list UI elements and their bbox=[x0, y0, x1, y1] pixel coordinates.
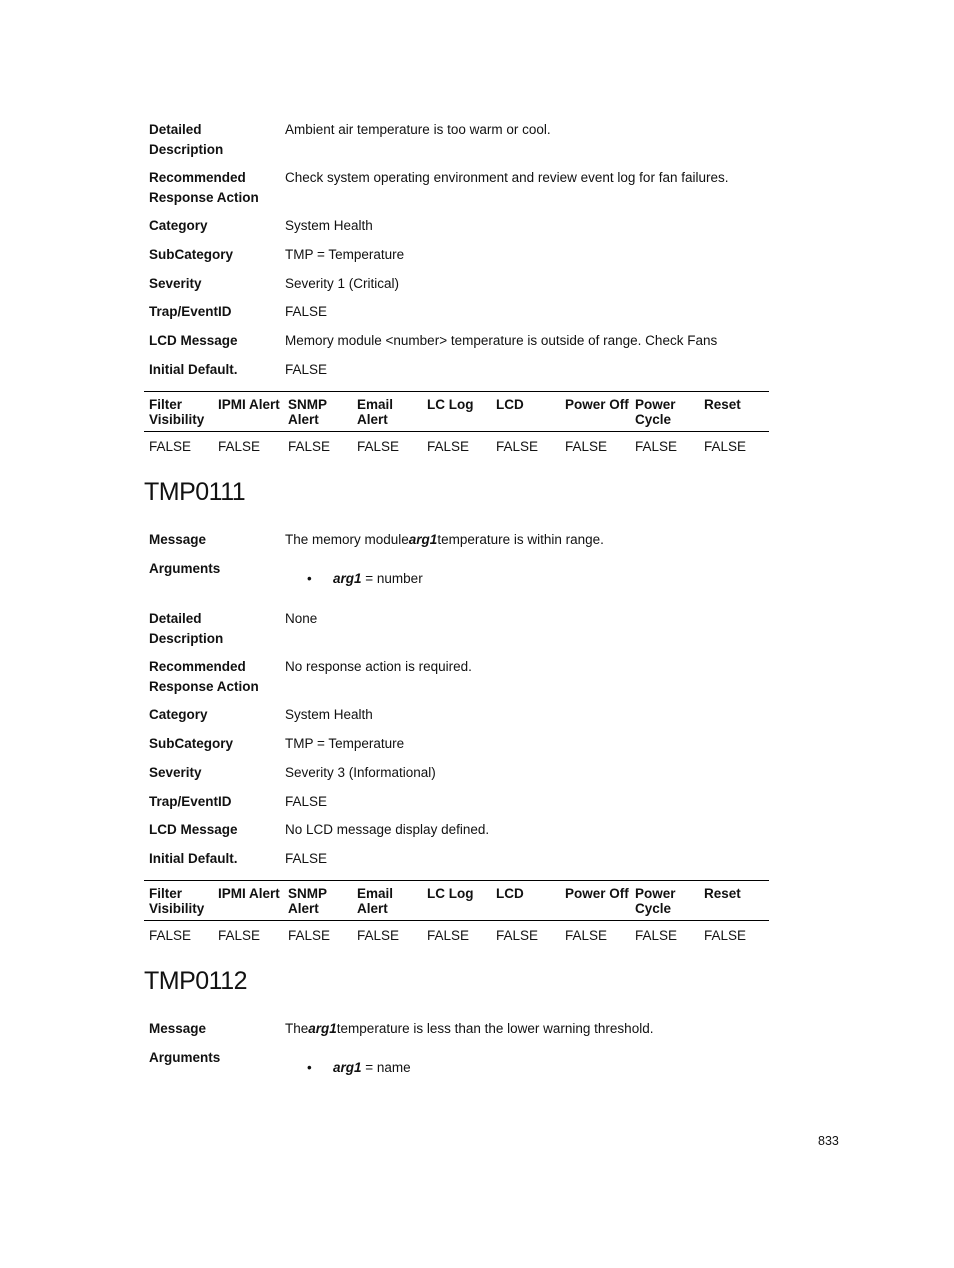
message-value bbox=[285, 1019, 769, 1039]
header-snmp-alert: SNMP Alert bbox=[288, 397, 327, 427]
trap-eventid-value: FALSE bbox=[285, 794, 328, 809]
bullet-icon: • bbox=[307, 571, 312, 586]
cell-lcd: FALSE bbox=[496, 439, 539, 454]
cell-power-cycle: FALSE bbox=[635, 439, 678, 454]
message-text-post: temperature is less than the lower warning threshold. bbox=[336, 1021, 654, 1036]
cell-filter-visibility: FALSE bbox=[149, 439, 192, 454]
header-email-alert: Email Alert bbox=[357, 886, 394, 916]
argument-text bbox=[333, 1058, 411, 1077]
page-number: 833 bbox=[818, 1134, 839, 1148]
header-lc-log: LC Log bbox=[427, 886, 474, 901]
severity-value: Severity 3 (Informational) bbox=[285, 765, 436, 780]
lcd-message-label: LCD Message bbox=[149, 822, 238, 837]
cell-lcd: FALSE bbox=[496, 928, 539, 943]
cell-email-alert: FALSE bbox=[357, 439, 400, 454]
header-lcd: LCD bbox=[496, 886, 524, 901]
arguments-label: Arguments bbox=[149, 1050, 221, 1065]
cell-filter-visibility: FALSE bbox=[149, 928, 192, 943]
header-power-off: Power Off bbox=[565, 397, 629, 412]
lcd-message-value: Memory module <number> temperature is outside of range. Check Fans bbox=[285, 333, 718, 348]
cell-power-off: FALSE bbox=[565, 439, 608, 454]
detailed-description-value: None bbox=[285, 611, 318, 626]
subcategory-value: TMP = Temperature bbox=[285, 247, 405, 262]
lcd-message-label: LCD Message bbox=[149, 333, 238, 348]
message-text-pre: The memory module bbox=[285, 532, 409, 547]
category-value: System Health bbox=[285, 218, 373, 233]
cell-lc-log: FALSE bbox=[427, 439, 470, 454]
recommended-action-value: No response action is required. bbox=[285, 659, 472, 674]
table-header-rule bbox=[144, 431, 769, 432]
cell-ipmi-alert: FALSE bbox=[218, 439, 261, 454]
message-arg: arg1 bbox=[408, 532, 438, 547]
severity-value: Severity 1 (Critical) bbox=[285, 276, 400, 291]
severity-label: Severity bbox=[149, 765, 202, 780]
header-lcd: LCD bbox=[496, 397, 524, 412]
cell-ipmi-alert: FALSE bbox=[218, 928, 261, 943]
message-value bbox=[285, 530, 769, 550]
subcategory-label: SubCategory bbox=[149, 736, 234, 751]
initial-default-value: FALSE bbox=[285, 851, 328, 866]
arguments-label: Arguments bbox=[149, 561, 221, 576]
message-label: Message bbox=[149, 532, 207, 547]
subcategory-label: SubCategory bbox=[149, 247, 234, 262]
header-filter-visibility: Filter Visibility bbox=[149, 886, 205, 916]
header-snmp-alert: SNMP Alert bbox=[288, 886, 327, 916]
subcategory-value: TMP = Temperature bbox=[285, 736, 405, 751]
cell-lc-log: FALSE bbox=[427, 928, 470, 943]
header-ipmi-alert: IPMI Alert bbox=[218, 397, 280, 412]
argument-text bbox=[333, 569, 423, 588]
recommended-action-value: Check system operating environment and review event log for fan failures. bbox=[285, 170, 729, 185]
bullet-icon: • bbox=[307, 1060, 312, 1075]
cell-power-off: FALSE bbox=[565, 928, 608, 943]
section-heading-tmp0111: TMP0111 bbox=[144, 478, 246, 506]
table-header-rule bbox=[144, 920, 769, 921]
message-text-pre: The bbox=[285, 1021, 309, 1036]
header-reset: Reset bbox=[704, 397, 741, 412]
header-power-cycle: Power Cycle bbox=[635, 397, 676, 427]
trap-eventid-value: FALSE bbox=[285, 304, 328, 319]
argument-name: arg1 bbox=[333, 571, 362, 586]
trap-eventid-label: Trap/EventID bbox=[149, 794, 232, 809]
category-label: Category bbox=[149, 218, 208, 233]
argument-value: = name bbox=[361, 1060, 411, 1075]
cell-snmp-alert: FALSE bbox=[288, 439, 331, 454]
argument-name: arg1 bbox=[333, 1060, 362, 1075]
message-text-post: temperature is within range. bbox=[437, 532, 604, 547]
trap-eventid-label: Trap/EventID bbox=[149, 304, 232, 319]
detailed-description-value: Ambient air temperature is too warm or cool. bbox=[285, 122, 551, 137]
category-label: Category bbox=[149, 707, 208, 722]
header-email-alert: Email Alert bbox=[357, 397, 394, 427]
header-power-cycle: Power Cycle bbox=[635, 886, 676, 916]
argument-value: = number bbox=[361, 571, 423, 586]
initial-default-label: Initial Default. bbox=[149, 851, 238, 866]
initial-default-label: Initial Default. bbox=[149, 362, 238, 377]
cell-snmp-alert: FALSE bbox=[288, 928, 331, 943]
header-ipmi-alert: IPMI Alert bbox=[218, 886, 280, 901]
initial-default-value: FALSE bbox=[285, 362, 328, 377]
detailed-description-label: Detailed Description bbox=[149, 122, 224, 157]
cell-power-cycle: FALSE bbox=[635, 928, 678, 943]
category-value: System Health bbox=[285, 707, 373, 722]
recommended-action-label: Recommended Response Action bbox=[149, 170, 259, 205]
table-top-rule bbox=[144, 391, 769, 392]
cell-reset: FALSE bbox=[704, 439, 747, 454]
table-top-rule bbox=[144, 880, 769, 881]
header-power-off: Power Off bbox=[565, 886, 629, 901]
detailed-description-label: Detailed Description bbox=[149, 611, 224, 646]
header-filter-visibility: Filter Visibility bbox=[149, 397, 205, 427]
recommended-action-label: Recommended Response Action bbox=[149, 659, 259, 694]
cell-email-alert: FALSE bbox=[357, 928, 400, 943]
header-lc-log: LC Log bbox=[427, 397, 474, 412]
section-heading-tmp0112: TMP0112 bbox=[144, 967, 248, 995]
severity-label: Severity bbox=[149, 276, 202, 291]
header-reset: Reset bbox=[704, 886, 741, 901]
lcd-message-value: No LCD message display defined. bbox=[285, 822, 490, 837]
cell-reset: FALSE bbox=[704, 928, 747, 943]
message-arg: arg1 bbox=[308, 1021, 337, 1036]
message-label: Message bbox=[149, 1021, 207, 1036]
